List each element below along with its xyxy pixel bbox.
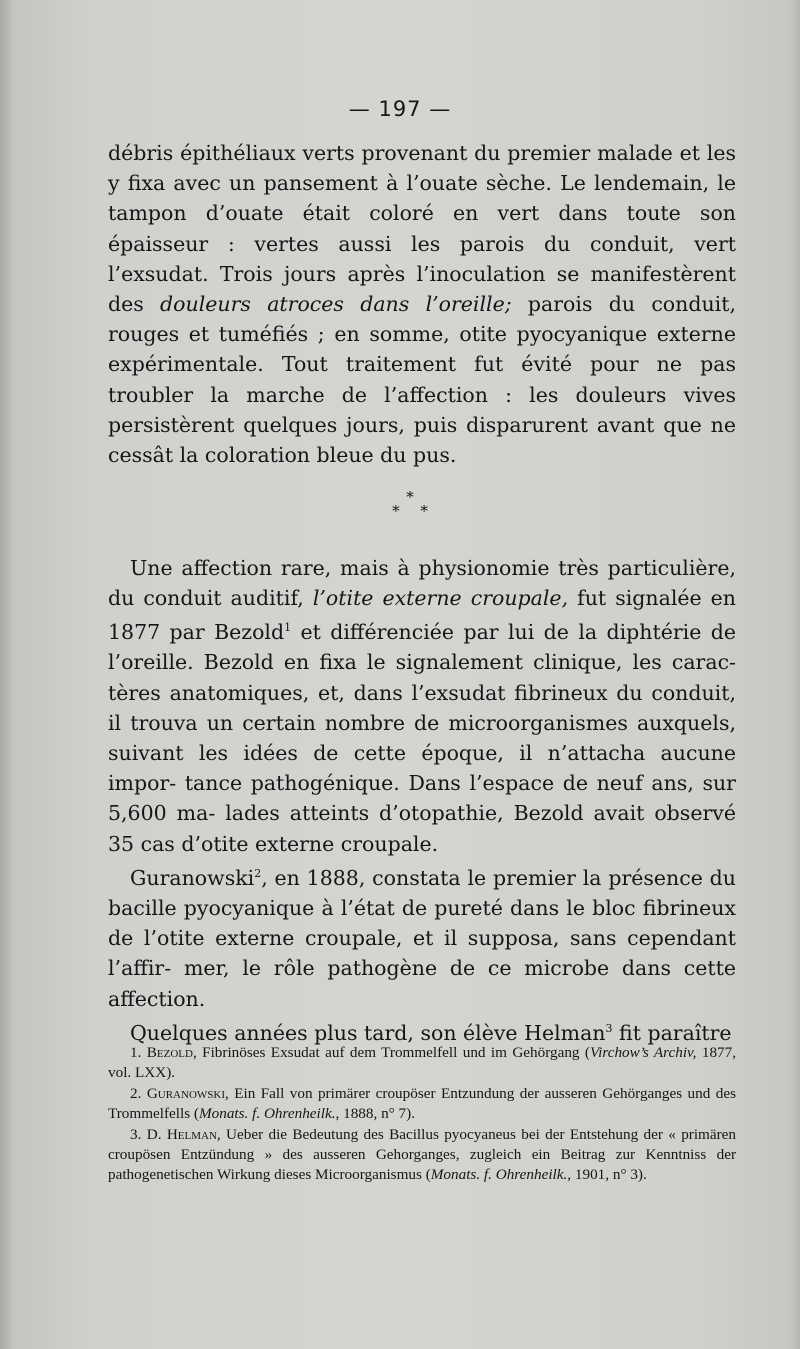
asterism-top: * [406, 488, 414, 506]
footnote-source: Monats. f. Ohrenheilk. [198, 1105, 336, 1123]
line: bacille pyocyanique à l’état de pureté dans le bloc fibrineux de [108, 895, 736, 951]
line: pour ne pas troubler la marche de l’affection : les douleurs [108, 352, 736, 407]
footnote-1 [108, 1043, 736, 1084]
paragraph-3 [108, 859, 736, 1014]
line: trouva un certain nombre de microorganismes auxquels, [130, 710, 736, 735]
edge-shadow [790, 0, 800, 1349]
emphasis: l’oreille; [425, 292, 512, 317]
footnote-text: 1877, vol. LXX). [108, 1044, 737, 1082]
footnote-ref-2[interactable]: 2 [254, 866, 262, 880]
line: Quelques années plus tard, son élève Helman [130, 1020, 606, 1045]
paragraph-2 [108, 553, 736, 859]
line: suivant les idées de cette époque, il n’attacha aucune impor- [108, 741, 736, 796]
line: y fixa avec un pansement à l’ouate sèche. Le lendemain, le [108, 171, 736, 196]
footnote-text: , Ueber die Bedeutung des Bacillus pyocyaneus bei der Entstehung der « primären croupösen Entzündung » des ausseren Gehorganges, zugleich ein Beitrag zur Kenntniss der pathogenetischen Wirkung dieses Microorganismus ( [108, 1125, 737, 1184]
asterism-bottom: * * [392, 502, 436, 520]
footnote-text: , Fibrinöses Exsudat auf dem Trommelfell und im Gehörgang [192, 1044, 580, 1061]
line: Une affection rare, mais à physionomie très particulière, [130, 556, 736, 580]
footnote-author: Bezold [146, 1044, 193, 1061]
line: mer, le rôle pathogène de ce microbe dans cette affection. [108, 956, 736, 1011]
page-number: — 197 — [348, 97, 452, 121]
emphasis: l’otite externe croupale, [312, 586, 569, 611]
footnote-author: Guranowski [146, 1084, 225, 1102]
line: lades atteints d’otopathie, Bezold avait observé 35 cas d’otite [108, 801, 736, 856]
line: ne cessât la coloration bleue du pus. [108, 412, 736, 468]
footnote-text: , 1901, n° 3). [567, 1166, 647, 1184]
line: du conduit auditif, [108, 586, 313, 611]
emphasis: douleurs atroces dans [160, 292, 410, 317]
line: vertes aussi les parois du conduit, vert l’exsudat. Trois jours [108, 231, 736, 286]
footnote-text: ( [584, 1044, 590, 1061]
footnote-number: 1. [130, 1044, 142, 1061]
line: tampon d’ouate était coloré en vert dans toute son épaisseur : [108, 201, 736, 256]
line: fit paraître [612, 1020, 732, 1045]
footnote-text: , Ein Fall von primärer croupöser Entzundung der ausseren Gehörganges und des Trommelfells ( [108, 1084, 736, 1123]
line: débris épithéliaux verts provenant du premier malade et les [108, 141, 736, 165]
footnote-text: , 1888, n° 7). [335, 1105, 415, 1123]
line: parois du conduit, rouges et tuméfiés ; en somme, otite [108, 292, 736, 347]
line: l’oreille. Bezold en fixa le signalement clinique, les carac- [108, 650, 736, 675]
footnote-3 [108, 1125, 736, 1186]
line: après l’inoculation se manifestèrent des [108, 261, 736, 317]
footnote-source: Virchow’s Archiv, [589, 1044, 697, 1061]
line: l’otite externe croupale, et il supposa, sans cependant l’affir- [108, 926, 736, 981]
line: externe croupale. [255, 831, 439, 856]
footnote-number: 2. [130, 1084, 142, 1102]
footnote-number: 3. [130, 1125, 142, 1143]
line: vives persistèrent quelques jours, puis disparurent avant que [108, 382, 736, 437]
paragraph-1 [108, 138, 736, 470]
line: , en 1888, constata le premier la présence du [261, 865, 736, 890]
footnote-source: Monats. f. Ohrenheilk. [430, 1166, 568, 1184]
line: tance pathogénique. Dans l’espace de neuf ans, sur 5,600 ma- [108, 771, 736, 826]
footnotes [108, 1043, 736, 1186]
footnote-ref-3[interactable]: 3 [605, 1021, 613, 1035]
text-block-top [108, 138, 736, 470]
line: pyocyanique externe expérimentale. Tout traitement fut évité [108, 322, 736, 377]
line: et différenciée par lui de la diphtérie de [291, 620, 736, 645]
line: tères anatomiques, et, dans l’exsudat fibrineux du conduit, il [108, 680, 736, 735]
binding-shadow [0, 0, 14, 1349]
footnote-author-prefix: D. [146, 1125, 167, 1143]
footnote-author: Helman [166, 1125, 217, 1143]
section-asterism [380, 490, 440, 518]
footnote-ref-1[interactable]: 1 [284, 621, 292, 635]
line: 1877 par Bezold [108, 620, 285, 645]
line: fut signalée en [568, 586, 737, 611]
footnote-2 [108, 1084, 736, 1125]
line: Guranowski [130, 865, 255, 890]
text-block-main [108, 553, 736, 1048]
